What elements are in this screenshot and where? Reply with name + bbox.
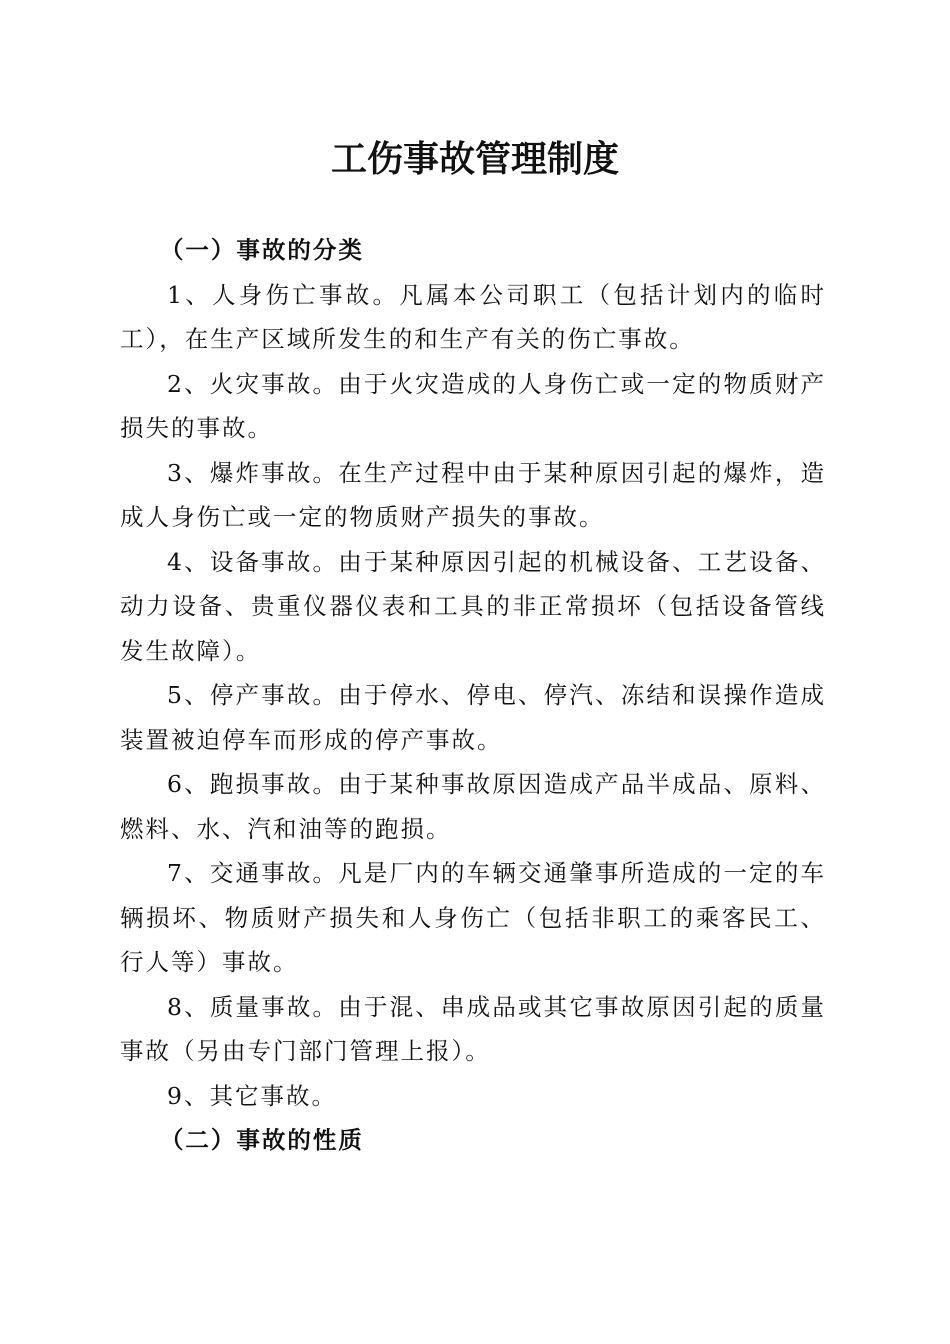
section-heading-nature: （二）事故的性质 xyxy=(159,1126,364,1154)
section-heading-classification: （一）事故的分类 xyxy=(159,236,364,264)
paragraph-item-5: 5、停产事故。由于停水、停电、停汽、冻结和误操作造成装置被迫停车而形成的停产事故。 xyxy=(120,681,826,754)
paragraph-item-9: 9、其它事故。 xyxy=(167,1081,337,1110)
paragraph-item-1: 1、人身伤亡事故。凡属本公司职工（包括计划内的临时工），在生产区域所发生的和生产有关的伤亡事故。 xyxy=(120,280,826,353)
paragraph-item-6: 6、跑损事故。由于某种事故原因造成产品半成品、原料、燃料、水、汽和油等的跑损。 xyxy=(120,770,826,843)
paragraph-item-3: 3、爆炸事故。在生产过程中由于某种原因引起的爆炸，造成人身伤亡或一定的物质财产损失的事故。 xyxy=(120,458,826,531)
document-title: 工伤事故管理制度 xyxy=(330,138,619,180)
paragraph-item-4: 4、设备事故。由于某种原因引起的机械设备、工艺设备、动力设备、贵重仪器仪表和工具的非正常损坏（包括设备管线发生故障）。 xyxy=(120,547,826,665)
paragraph-item-2: 2、火灾事故。由于火灾造成的人身伤亡或一定的物质财产损失的事故。 xyxy=(120,369,826,442)
document-body xyxy=(120,228,826,1163)
paragraph-item-8: 8、质量事故。由于混、串成品或其它事故原因引起的质量事故（另由专门部门管理上报）。 xyxy=(120,992,826,1065)
paragraph-item-7: 7、交通事故。凡是厂内的车辆交通肇事所造成的一定的车辆损坏、物质财产损失和人身伤亡（包括非职工的乘客民工、行人等）事故。 xyxy=(120,859,826,976)
